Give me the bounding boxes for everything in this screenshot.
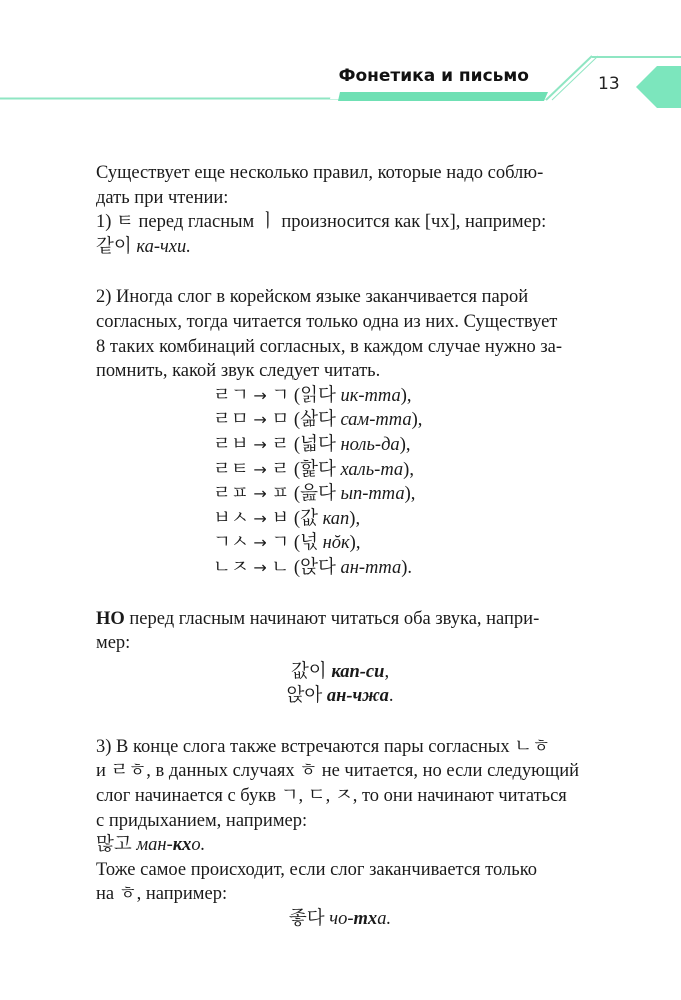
combination-row: ㄱㅅ → ㄱ (넋 нŏк), — [213, 533, 361, 554]
combination-row: ㄹㄱ → ㄱ (읽다 ик-тта), — [213, 385, 412, 406]
para2-line4: помнить, какой звук следует читать. — [96, 361, 381, 382]
combination-row: ㅂㅅ → ㅂ (값 кап), — [213, 508, 361, 529]
para3-example: 값이 кап-си, — [290, 661, 390, 682]
para2-line3: 8 таких комбинаций согласных, в каждом случае нужно за- — [96, 336, 563, 357]
combination-row: ㄴㅈ → ㄴ (앉다 ан-тта). — [213, 557, 413, 578]
page-header — [0, 0, 681, 130]
para4-line1: 3) В конце слога также встречаются пары согласных ㄴㅎ — [96, 736, 550, 757]
example-reading: ка-чхи. — [136, 236, 191, 257]
example-korean: 같이 — [96, 236, 132, 257]
header-decoration — [0, 0, 681, 130]
para4-line2: и ㄹㅎ, в данных случаях ㅎ не читается, но если следующий — [96, 761, 580, 782]
arrow-icon: → — [253, 557, 267, 577]
para1-example — [96, 235, 584, 260]
arrow-icon: → — [253, 434, 267, 454]
para1-line2: дать при чтении: — [96, 187, 229, 208]
para2-line1: 2) Иногда слог в корейском языке заканчивается парой — [96, 287, 529, 308]
arrow-icon: → — [253, 459, 267, 479]
page-number: 13 — [598, 74, 620, 94]
arrow-icon: → — [253, 484, 267, 504]
para2-line2: согласных, тогда читается только одна из них. Существует — [96, 311, 558, 332]
para5-line2: на ㅎ, например: — [96, 884, 228, 905]
para3-line2: мер: — [96, 633, 131, 654]
arrow-icon: → — [253, 410, 267, 430]
para1-line3: 1) ㅌ перед гласным ㅣ произносится как [чх], например: — [96, 212, 547, 233]
combination-row: ㄹㅂ → ㄹ (넓다 ноль-да), — [213, 434, 411, 455]
arrow-icon: → — [253, 508, 267, 528]
combination-row: ㄹㅁ → ㅁ (삶다 сам-тта), — [213, 410, 423, 431]
para5-example: 좋다 чо-тха. — [288, 909, 392, 930]
arrow-icon: → — [253, 385, 267, 405]
combination-row: ㄹㅍ → ㅍ (읊다 ып-тта), — [213, 484, 416, 505]
combination-list — [96, 384, 584, 581]
arrow-icon: → — [253, 533, 267, 553]
combination-row: ㄹㅌ → ㄹ (핥다 халь-та), — [213, 459, 414, 480]
para4-line4: с придыханием, например: — [96, 810, 308, 831]
para5-line1: Тоже самое происходит, если слог заканчивается только — [96, 859, 538, 880]
emphasis-no: НО — [96, 608, 125, 629]
para3-example: 앉아 ан-чжа. — [286, 686, 394, 707]
para1-line1: Существует еще несколько правил, которые надо соблю- — [96, 163, 544, 183]
header-title: Фонетика и письмо — [338, 66, 529, 86]
para3-line1: НО перед гласным начинают читаться оба звука, напри- — [96, 608, 540, 629]
para4-example: 많고 ман-кхо. — [96, 835, 206, 856]
para4-line3: слог начинается с букв ㄱ, ㄷ, ㅈ, то они начинают читаться — [96, 786, 567, 807]
page-body — [96, 161, 584, 932]
